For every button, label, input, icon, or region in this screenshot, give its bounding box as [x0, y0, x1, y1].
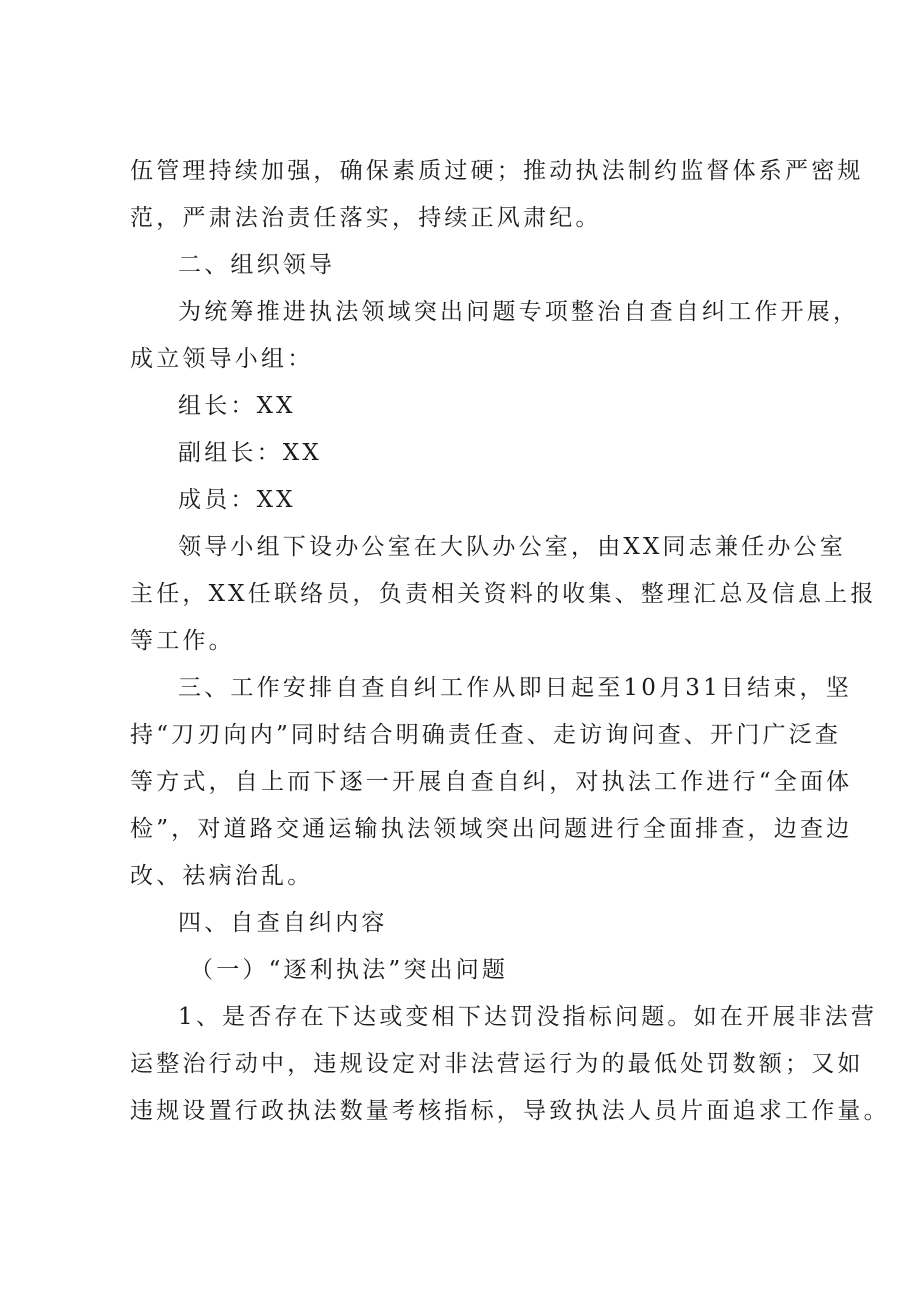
- paragraph-line: 范，严肃法治责任落实，持续正风肃纪。: [130, 205, 602, 231]
- paragraph-line: 伍管理持续加强，确保素质过硬；推动执法制约监督体系严密规: [130, 158, 864, 184]
- paragraph-line: 为统筹推进执法领域突出问题专项整治自查自纠工作开展，: [178, 299, 860, 325]
- member-line: 成员：XX: [178, 487, 296, 513]
- paragraph-line: 违规设置行政执法数量考核指标，导致执法人员片面追求工作量。: [130, 1098, 890, 1124]
- section-heading: 四、自查自纠内容: [178, 910, 388, 936]
- paragraph-line: 等工作。: [130, 628, 235, 654]
- section-heading: 二、组织领导: [178, 252, 336, 278]
- paragraph-line: 主任，XX任联络员，负责相关资料的收集、整理汇总及信息上报: [130, 581, 877, 607]
- paragraph-line: 持“刀刃向内”同时结合明确责任查、走访询问查、开门广泛查: [130, 722, 842, 748]
- section-heading: 三、工作安排自查自纠工作从即日起至10月31日结束，坚: [178, 675, 852, 701]
- subsection-heading: （一）“逐利执法”突出问题: [190, 957, 509, 983]
- paragraph-line: 1、是否存在下达或变相下达罚没指标问题。如在开展非法营: [178, 1004, 878, 1030]
- paragraph-line: 领导小组下设办公室在大队办公室，由XX同志兼任办公室: [178, 534, 846, 560]
- member-line: 组长：XX: [178, 393, 296, 419]
- paragraph-line: 检”，对道路交通运输执法领域突出问题进行全面排查，边查边: [130, 816, 853, 842]
- paragraph-line: 改、祛病治乱。: [130, 863, 314, 889]
- paragraph-line: 等方式，自上而下逐一开展自查自纠，对执法工作进行“全面体: [130, 769, 853, 795]
- paragraph-line: 运整治行动中，违规设定对非法营运行为的最低处罚数额；又如: [130, 1051, 864, 1077]
- member-line: 副组长：XX: [178, 440, 322, 466]
- paragraph-line: 成立领导小组：: [130, 346, 314, 372]
